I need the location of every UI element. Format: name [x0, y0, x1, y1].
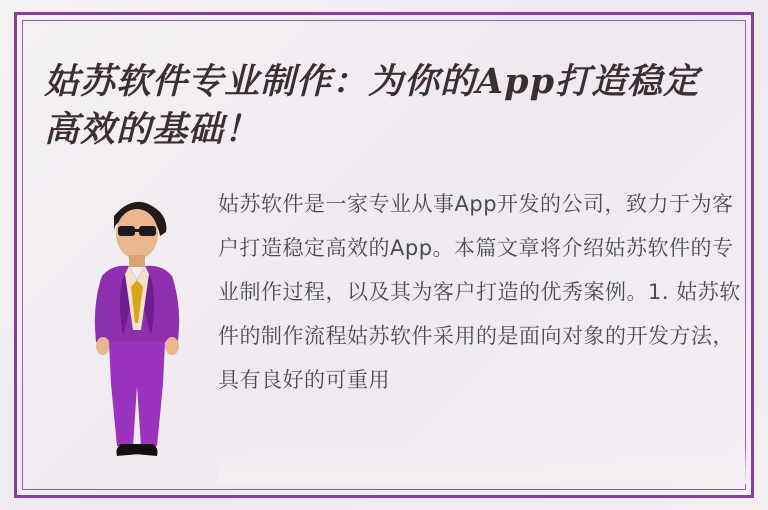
page-title: 姑苏软件专业制作：为你的App打造稳定高效的基础！: [44, 61, 700, 150]
article-body: 姑苏软件是一家专业从事App开发的公司，致力于为客户打造稳定高效的App。本篇文章将介绍姑苏软件的专业制作过程，以及其为客户打造的优秀案例。1. 姑苏软件的制作流程姑苏软件采用的是面向对象的开发方法，具有良好的可重用: [218, 192, 741, 392]
man-in-purple-suit-icon: [62, 176, 212, 476]
illustration-figure: [62, 176, 212, 476]
